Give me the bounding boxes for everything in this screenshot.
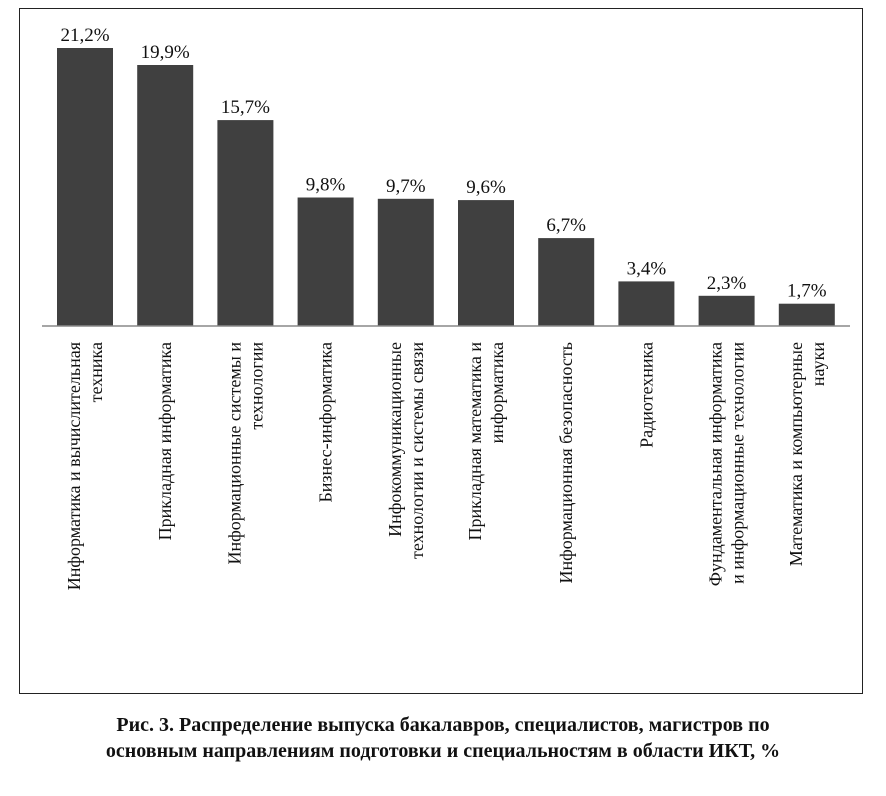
bar-2	[137, 65, 193, 326]
data-label-6: 9,6%	[466, 177, 506, 199]
caption-line-2: основным направлениям подготовки и специальностям в области ИКТ, %	[105, 740, 781, 762]
category-label-3-line-1: Информационные системы и	[224, 342, 245, 565]
category-label-5-line-2: технологии и системы связи	[406, 342, 427, 560]
bar-3	[217, 120, 273, 326]
category-label-1-line-1: Информатика и вычислительная	[64, 342, 84, 591]
category-label-3-line-2: технологии	[246, 342, 267, 430]
category-label-6-line-1: Прикладная математика и	[465, 342, 485, 541]
category-label-10	[786, 342, 828, 567]
category-label-7	[556, 342, 576, 583]
data-label-2: 19,9%	[140, 42, 190, 63]
data-label-7: 6,7%	[546, 215, 586, 237]
bar-10	[779, 304, 835, 326]
data-label-3: 15,7%	[220, 97, 270, 119]
bar-4	[298, 198, 354, 327]
category-label-9-line-1: Фундаментальная информатика	[705, 342, 726, 587]
data-label-9: 2,3%	[706, 272, 747, 294]
category-label-6	[465, 342, 507, 541]
category-label-3	[224, 342, 266, 565]
category-label-5	[385, 342, 427, 559]
data-label-5: 9,7%	[386, 175, 426, 197]
category-label-8	[636, 342, 656, 448]
category-label-1	[64, 342, 106, 590]
category-label-2-line-1: Прикладная информатика	[155, 342, 176, 541]
category-label-9	[706, 342, 748, 587]
category-label-9-line-2: и информационные технологии	[727, 342, 748, 584]
data-label-4: 9,8%	[305, 174, 346, 196]
bar-8	[618, 281, 674, 326]
category-label-1-line-2: техника	[86, 342, 106, 403]
category-label-4	[316, 342, 336, 503]
data-label-1: 21,2%	[60, 25, 110, 46]
category-label-10-line-1: Математика и компьютерные	[785, 342, 806, 567]
bar-9	[699, 296, 755, 326]
category-label-10-line-2: науки	[807, 342, 828, 387]
caption-line-1: Рис. 3. Распределение выпуска бакалавров, специалистов, магистров по	[116, 714, 770, 736]
bar-5	[378, 199, 434, 326]
data-label-8: 3,4%	[626, 258, 667, 280]
category-label-6-line-2: информатика	[487, 342, 507, 444]
category-label-4-line-1: Бизнес-информатика	[315, 342, 336, 503]
data-label-10: 1,7%	[787, 280, 827, 302]
category-label-2	[155, 342, 175, 540]
bar-7	[538, 238, 594, 326]
bar-6	[458, 200, 514, 326]
category-label-8-line-1: Радиотехника	[636, 342, 657, 448]
bar-1	[57, 48, 113, 326]
figure-caption	[0, 712, 886, 764]
category-label-5-line-1: Инфокоммуникационные	[384, 342, 405, 537]
category-label-7-line-1: Информационная безопасность	[556, 342, 577, 584]
